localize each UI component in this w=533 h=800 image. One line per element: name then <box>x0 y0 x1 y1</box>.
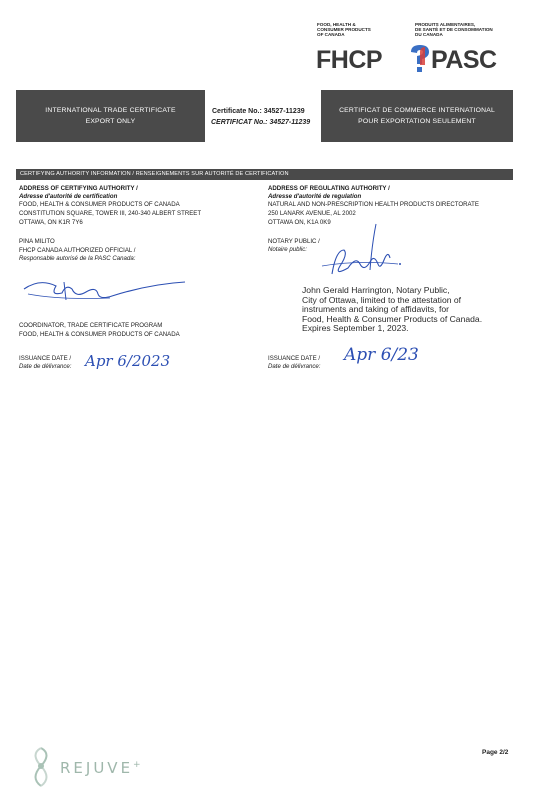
official-signature <box>20 274 190 306</box>
header-title-en-line1: INTERNATIONAL TRADE CERTIFICATE <box>45 107 176 114</box>
notary-label: NOTARY PUBLIC / <box>268 238 320 245</box>
issuance-date-handwritten-left: Apr 6/2023 <box>85 352 171 370</box>
logo-pasc: PASC <box>431 46 497 74</box>
logo-question-mark-icon <box>407 43 433 75</box>
official-title: FHCP CANADA AUTHORIZED OFFICIAL / <box>19 247 136 254</box>
certifying-address-line3: OTTAWA, ON K1R 7Y6 <box>19 219 83 226</box>
page-number: Page 2/2 <box>482 749 509 756</box>
issuance-label-right: ISSUANCE DATE / <box>268 355 321 362</box>
regulating-address-line2: 250 LANARK AVENUE, AL 2002 <box>268 210 356 217</box>
logo-subtitle-fr: PRODUITS ALIMENTAIRES, DE SANTÉ ET DE CONSOMMATION DU CANADA <box>415 22 493 38</box>
coordinator-title: COORDINATOR, TRADE CERTIFICATE PROGRAM <box>19 322 163 329</box>
notary-statement: John Gerald Harrington, Notary Public, City of Ottawa, limited to the attestation of instruments and taking of affidavits, for Food, Health & Consumer Products of Canada. Expires September 1, 2023. <box>302 285 483 334</box>
notary-signature <box>318 220 408 282</box>
certifying-heading: ADDRESS OF CERTIFYING AUTHORITY / <box>19 185 138 192</box>
footer-brand <box>60 759 141 777</box>
issuance-date-handwritten-right: Apr 6/23 <box>344 345 419 365</box>
header-title-en <box>16 90 205 142</box>
footer-brand-plus: + <box>133 760 141 770</box>
issuance-label-fr-right: Date de délivrance: <box>268 363 321 370</box>
certificate-number-en: Certificate No.: 34527-11239 <box>212 108 305 115</box>
logo-fhcp: FHCP <box>316 46 383 74</box>
footer-brand-name: REJUVE <box>60 759 134 777</box>
issuance-label-fr-left: Date de délivrance: <box>19 363 72 370</box>
official-title-fr: Responsable autorisé de la PASC Canada: <box>19 255 136 262</box>
rejuve-logo-icon <box>26 746 56 788</box>
issuance-label-left: ISSUANCE DATE / <box>19 355 72 362</box>
certifying-heading-fr: Adresse d'autorité de certification <box>19 193 118 200</box>
header-title-fr <box>321 90 513 142</box>
header-title-en-line2: EXPORT ONLY <box>85 118 136 125</box>
certificate-number-fr: CERTIFICAT No.: 34527-11239 <box>211 119 311 126</box>
regulating-address-line1: NATURAL AND NON-PRESCRIPTION HEALTH PRODUCTS DIRECTORATE <box>268 201 479 208</box>
regulating-heading: ADDRESS OF REGULATING AUTHORITY / <box>268 185 390 192</box>
section-title: CERTIFYING AUTHORITY INFORMATION / RENSEIGNEMENTS SUR AUTORITÉ DE CERTIFICATION <box>16 169 513 180</box>
coordinator-org: FOOD, HEALTH & CONSUMER PRODUCTS OF CANADA <box>19 331 180 338</box>
logo-subtitle-en: FOOD, HEALTH & CONSUMER PRODUCTS OF CANADA <box>317 22 371 38</box>
official-name: PINA MILITO <box>19 238 55 245</box>
regulating-heading-fr: Adresse d'autorité de regulation <box>268 193 362 200</box>
header-title-fr-line1: CERTIFICAT DE COMMERCE INTERNATIONAL <box>339 107 495 114</box>
notary-label-fr: Notaire public: <box>268 246 307 253</box>
certifying-address-line2: CONSTITUTION SQUARE, TOWER III, 240-340 ALBERT STREET <box>19 210 202 217</box>
header-title-fr-line2: POUR EXPORTATION SEULEMENT <box>358 118 476 125</box>
regulating-address-line3: OTTAWA ON, K1A 0K9 <box>268 219 331 226</box>
certifying-address-line1: FOOD, HEALTH & CONSUMER PRODUCTS OF CANADA <box>19 201 180 208</box>
